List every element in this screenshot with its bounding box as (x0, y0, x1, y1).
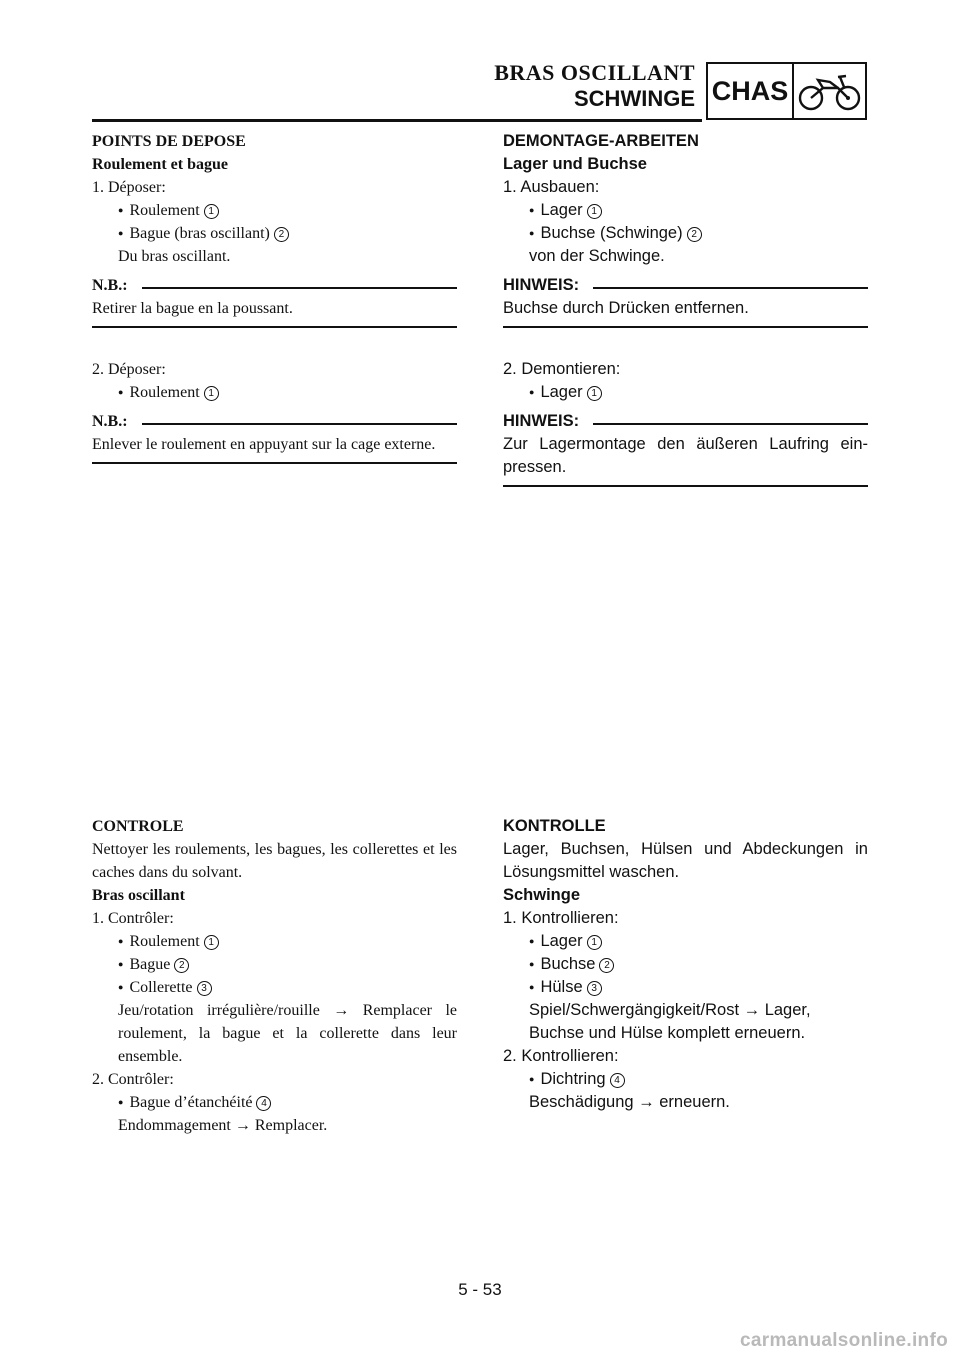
callout-number: 3 (587, 981, 602, 996)
callout-number: 1 (587, 204, 602, 219)
de-note-1 (503, 274, 868, 328)
de-check-result-1b: Buchse und Hülse komplett erneuern. (529, 1024, 806, 1042)
de-removal-title: DEMONTAGE-ARBEITEN (503, 132, 699, 150)
de-bullet-item: ● Lager 1 (503, 930, 868, 953)
de-bullet-item: ● Buchse 2 (503, 953, 868, 976)
note-label: N.B.: (92, 276, 128, 294)
de-step-2: 2. Demontieren: (503, 360, 621, 378)
divider (593, 287, 868, 289)
callout-number: 4 (610, 1073, 625, 1088)
divider (92, 462, 457, 464)
de-removal-subtitle: Lager und Buchse (503, 155, 647, 173)
fr-note-2 (92, 410, 457, 464)
note-label: HINWEIS: (503, 412, 580, 430)
de-from-text: von der Schwinge. (529, 247, 665, 265)
note-text: Zur Lagermontage den äußeren Laufring ein-pressen. (503, 435, 868, 476)
note-label: HINWEIS: (503, 276, 580, 294)
divider (593, 423, 868, 425)
fr-check-subtitle: Bras oscillant (92, 887, 185, 904)
section-code: CHAS (708, 64, 794, 118)
callout-number: 1 (204, 935, 219, 950)
fr-bullet-item: ● Roulement 1 (92, 381, 457, 404)
de-removal-step2 (503, 358, 868, 487)
de-note-2 (503, 410, 868, 487)
fr-bullet-item: ● Bague 2 (92, 953, 457, 976)
fr-bullet-item: ● Bague (bras oscillant) 2 (92, 222, 457, 245)
de-check-intro: Lager, Buchsen, Hülsen und Abdeckungen in Lösungsmittel waschen. (503, 840, 868, 881)
callout-number: 2 (274, 227, 289, 242)
callout-number: 3 (197, 981, 212, 996)
fr-check-result-2: Endommagement → Remplacer. (118, 1117, 328, 1134)
fr-removal-subtitle: Roulement et bague (92, 156, 228, 173)
callout-number: 1 (587, 386, 602, 401)
divider (142, 287, 457, 289)
divider (92, 326, 457, 328)
note-label: N.B.: (92, 412, 128, 430)
note-text: Enlever le roulement en appuyant sur la cage externe. (92, 436, 436, 453)
fr-check-intro: Nettoyer les roulements, les bagues, les collerettes et les caches dans du solvant. (92, 841, 457, 881)
callout-number: 2 (174, 958, 189, 973)
fr-check-step-2: 2. Contrôler: (92, 1071, 174, 1088)
fr-note-1 (92, 274, 457, 328)
de-bullet-item: ● Lager 1 (503, 381, 868, 404)
callout-number: 2 (687, 227, 702, 242)
note-text: Buchse durch Drücken entfernen. (503, 299, 749, 317)
motorcycle-icon (796, 68, 864, 114)
fr-removal-step2 (92, 358, 457, 464)
de-check-subtitle: Schwinge (503, 886, 581, 904)
fr-bullet-item: ● Collerette 3 (92, 976, 457, 999)
fr-bullet-item: ● Bague d’étanchéité 4 (92, 1091, 457, 1114)
de-bullet-item: ● Hülse 3 (503, 976, 868, 999)
de-check-result-1a: Spiel/Schwergängigkeit/Rost → Lager, (529, 1001, 811, 1019)
fr-check-result-1: Jeu/rotation irrégulière/rouille → Remplacer le roulement, la bague et la collerette dans leur ensemble. (118, 1002, 457, 1065)
fr-check-section (92, 815, 457, 1137)
divider (503, 326, 868, 328)
callout-number: 2 (599, 958, 614, 973)
fr-removal-title: POINTS DE DEPOSE (92, 133, 246, 150)
fr-removal-section (92, 130, 457, 328)
chassis-section-badge (706, 62, 867, 120)
header-rule (92, 119, 702, 122)
watermark: carmanualsonline.info (740, 1330, 948, 1351)
note-text: Retirer la bague en la poussant. (92, 300, 293, 317)
de-bullet-item: ● Dichtring 4 (503, 1068, 868, 1091)
callout-number: 4 (256, 1096, 271, 1111)
de-check-title: KONTROLLE (503, 817, 606, 835)
fr-bullet-item: ● Roulement 1 (92, 199, 457, 222)
callout-number: 1 (204, 204, 219, 219)
de-bullet-item: ● Lager 1 (503, 199, 868, 222)
fr-from-text: Du bras oscillant. (118, 248, 231, 265)
callout-number: 1 (587, 935, 602, 950)
de-bullet-item: ● Buchse (Schwinge) 2 (503, 222, 868, 245)
fr-check-step-1: 1. Contrôler: (92, 910, 174, 927)
divider (503, 485, 868, 487)
de-check-step-1: 1. Kontrollieren: (503, 909, 619, 927)
fr-step-1: 1. Déposer: (92, 179, 166, 196)
de-removal-section (503, 130, 868, 328)
section-title-fr: BRAS OSCILLANT (494, 60, 695, 85)
fr-bullet-item: ● Roulement 1 (92, 930, 457, 953)
de-check-result-2: Beschädigung → erneuern. (529, 1093, 730, 1111)
section-title-de: SCHWINGE (574, 86, 695, 111)
de-check-section (503, 815, 868, 1114)
fr-step-2: 2. Déposer: (92, 361, 166, 378)
fr-check-title: CONTROLE (92, 818, 184, 835)
divider (142, 423, 457, 425)
de-check-step-2: 2. Kontrollieren: (503, 1047, 619, 1065)
callout-number: 1 (204, 386, 219, 401)
de-step-1: 1. Ausbauen: (503, 178, 600, 196)
page-number: 5 - 53 (458, 1280, 502, 1299)
